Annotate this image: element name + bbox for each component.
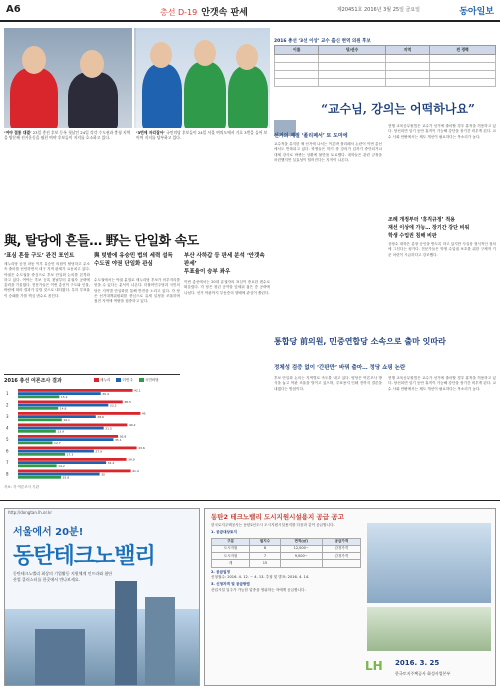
right-bottom-col2: 현행 교육공무원법은 교수가 선거에 출마할 경우 휴직을 허용하고 있다. 당선되면 임기 동안 휴직이 가능해 강단을 장기간 비우게 된다. 교수 사회 안팎에서는 제도 개선이 필요하다는 목소리가 높다. — [388, 376, 496, 391]
table-header: 당/선수 — [319, 46, 385, 55]
ad-url[interactable]: http://dongtan.lh.or.kr — [8, 510, 53, 515]
data-label: 42.1 — [134, 388, 141, 393]
supporter-figure — [68, 72, 118, 128]
bar — [18, 407, 58, 410]
data-label: 13.9 — [57, 429, 64, 434]
left-subhead: ‘표심 흔들 구도’ 관건 포인트 — [4, 253, 75, 259]
ad-dongtan[interactable] — [4, 508, 200, 686]
right-bottom-subhead: 정체성 검증 없이 ‘간판만’ 바꿔 출마… 정당 쇼핑 논란 — [274, 365, 406, 371]
masthead-logo: 동아일보 — [459, 7, 494, 17]
bar — [18, 430, 56, 433]
data-label: 15.8 — [62, 475, 70, 480]
table-header: 공급가격 — [322, 538, 360, 545]
notice-table — [211, 538, 361, 568]
page-number: A6 — [6, 4, 21, 15]
category-label: 8 — [6, 471, 9, 477]
bar — [18, 395, 59, 398]
candidate-face — [150, 42, 172, 68]
data-label: 43.6 — [138, 446, 145, 451]
table-header: 이름 — [275, 46, 319, 55]
chart-plot — [4, 387, 180, 485]
data-label: 38.5 — [124, 400, 131, 405]
site-image — [367, 523, 491, 603]
section-label — [160, 5, 248, 18]
data-label: 15.2 — [60, 395, 68, 399]
data-label: 32.4 — [107, 460, 115, 465]
right-subhead-1: 조례 개정부터 ‘휴직규정’ 적용 — [388, 217, 455, 223]
table-row — [275, 71, 496, 79]
data-label: 27.9 — [95, 449, 103, 454]
bar — [18, 450, 94, 453]
right-subhead-2: 재선 이상에 가능… 장기간 강단 비워 — [388, 225, 470, 231]
table-row — [275, 63, 496, 71]
site-image-2 — [367, 607, 491, 651]
category-label: 7 — [6, 460, 9, 465]
notice-body — [211, 523, 361, 593]
category-label: 2 — [6, 402, 9, 408]
chart-legend — [94, 378, 159, 383]
poll-chart — [4, 374, 180, 490]
candidate-figure — [142, 64, 182, 128]
supporter-face — [80, 50, 104, 78]
section-prefix: 총선 D-19 — [160, 8, 198, 17]
table-header: 면적(㎡) — [280, 538, 322, 545]
section-title: 안갯속 판세 — [201, 8, 248, 18]
ad-lh-notice[interactable] — [204, 508, 496, 686]
right-subhead-3: 학생 수업권 침해 비판 — [388, 233, 437, 239]
page-header — [0, 0, 500, 22]
pull-quote: “교수님, 강의는 어떡하나요” — [321, 102, 475, 116]
notice-section-2-text: 신청접수: 2016. 4. 12. ~ 4. 13. 추첨 및 발표: 2016. 4. 14. — [211, 575, 310, 580]
data-label: 39.9 — [128, 457, 135, 462]
photo-party — [136, 28, 270, 128]
caption-left — [4, 130, 132, 158]
table-header: 필지수 — [250, 538, 280, 545]
right-bottom-col1: 후보 단일화 논의는 지역별로 속도를 내고 있다. 양당은 여론조사 방식을 놓고 막판 조율을 벌이고 있으며, 투표용지 인쇄 전까지 결론을 내겠다는 방침이다. — [274, 376, 382, 391]
data-label: 17.3 — [66, 452, 74, 457]
table-row: 계 15 — [212, 560, 361, 567]
chart-title: 2016 총선 여론조사 결과 — [4, 378, 62, 384]
bar — [18, 438, 113, 441]
data-label: 28.6 — [97, 414, 104, 419]
data-label: 41.4 — [132, 469, 139, 474]
candidate-figure — [228, 66, 268, 128]
candidate-face — [194, 40, 216, 66]
notice-title: 동탄2 테크노밸리 도시지원시설용지 공급 공고 — [211, 513, 344, 521]
caption-right — [136, 130, 270, 158]
caption-left-title: ‘여야 접통 대결’ — [4, 130, 32, 135]
candidate-figure — [184, 62, 226, 128]
table-row: 도시지원 7 9,000~ 감정가격 — [212, 553, 361, 560]
mid-subhead-2: 부산 사하갑 등 판세 분석 ‘안갯속 판세’ — [184, 253, 265, 267]
data-label: 40.2 — [128, 423, 136, 428]
table-row: 도시지원 8 12,000~ 감정가격 — [212, 545, 361, 552]
notice-section-3-text: 산업시설 입주가 가능한 업종을 영위하는 자에게 공급합니다. — [211, 587, 306, 592]
professor-table — [274, 38, 496, 94]
left-article-col3: 이번 총선에서는 20대 유권자의 표심이 중요한 변수로 떠올랐다. 각 당은 청년 공약을 앞세워 젊은 층 공략에 나섰다. 선거 막판까지 부동층의 향배에 관심이 쏠린다. — [184, 280, 270, 295]
right-article-col3: 상당수 대학은 총장 승인을 받도록 하고 있지만 사실상 형식적인 절차에 그친다는 평가다. 전문가들은 학생 수업권 보호를 위한 구체적 기준 마련이 시급하다고 강조했다. — [388, 242, 496, 257]
table-title: 2016 총선 ‘3선 이상’ 교수 출신 현역 의원 후보 — [274, 39, 371, 44]
bar — [18, 447, 137, 450]
building-shape — [145, 597, 175, 686]
category-label: 3 — [6, 414, 9, 419]
bar — [18, 435, 118, 438]
caption-right-title: ‘3번에 자리잡아’ — [136, 130, 165, 135]
legend-item: 국민의당 — [139, 378, 159, 383]
bar — [18, 415, 96, 418]
ad-description: 동탄테크노밸리 최상의 기업활동 지원체계 인프라와 첨단산업 클러스터를 한곳에서 만나보세요. — [13, 571, 113, 582]
ad-divider — [0, 500, 500, 501]
candidate-figure — [10, 68, 58, 128]
candidate-face — [22, 46, 46, 74]
data-label: 12.7 — [54, 441, 61, 445]
mid-subhead-3: 투표율이 승부 좌우 — [184, 269, 231, 275]
mid-subhead-1: 與 텃밭에 유승민 법의 세력 설득 수도권 야권 단일화 관심 — [94, 253, 173, 267]
caption-right-text: 국민의당 후보들이 24일 서울 여의도에서 기호 3번을 들어 보이며 지지를 당부하고 있다. — [136, 130, 268, 140]
photo-left — [4, 28, 132, 128]
table — [274, 45, 496, 87]
left-article-col2: 수도권에서는 야권 분열로 새누리당 후보가 어부지리를 얻을 수 있다는 분석이 나온다. 더불어민주당과 국민의당은 지역별 단일화를 통해 반전을 노리고 있다. 각 당은 선거대책위원회를 중심으로 유세 일정을 조율하며 접전 지역에 역량을 집중하고 있다. — [94, 278, 180, 304]
right-article-head: 선거의 계절 ‘폴리페서’ 또 도마에 — [274, 133, 348, 139]
right-article-col1: 교수직을 유지한 채 선거에 나서는 이른바 폴리페서 논란이 이번 총선에서도 반복되고 있다. 학생들은 학기 중 강의가 갑자기 중단되거나 대체 강사로 바뀌는 상황에 불만을 토로했다. 대학들은 관련 규정을 마련했지만 실효성이 떨어진다는 지적이 나온다. — [274, 142, 382, 162]
category-label: 5 — [6, 437, 9, 442]
notice-date: 2016. 3. 25 — [395, 659, 440, 667]
data-label: 30 — [101, 472, 105, 477]
main-headline: 與, 탈당에 흔들… 野는 단일화 속도 — [4, 234, 199, 249]
legend-item: 새누리 — [94, 378, 110, 383]
bar — [18, 464, 57, 467]
data-label: 16.1 — [63, 418, 70, 422]
data-label: 45 — [141, 411, 146, 416]
table-row — [275, 55, 496, 63]
table-header: 구분 — [212, 538, 250, 545]
notice-section-3: 3. 신청자격 및 공급방법 — [211, 582, 250, 587]
candidate-face — [236, 44, 258, 70]
issue-date: 제20451호 2016년 3월 25일 금요일 — [336, 7, 420, 13]
bar — [18, 470, 131, 473]
bar — [18, 392, 101, 395]
ad-brand: 동탄테크노밸리 — [13, 544, 155, 569]
data-label: 36.8 — [119, 434, 127, 439]
left-article-col1: 새누리당 공천 파동 이후 유승민 의원이 탈당하고 무소속 출마를 선언하면서 대구 지역 판세가 요동치고 있다. 야권은 수도권을 중심으로 후보 단일화 논의를 본격화하고 있다. 여야는 후보 등록 첫날부터 유권자 공략에 총력을 기울였다. 전문가들은 이번 총선이 구도와 인물, 바람에 따라 결과가 갈릴 것으로 내다봤다. 특히 투표율이 승패를 가를 핵심 변수로 꼽힌다. — [4, 262, 90, 298]
data-label: 35.1 — [114, 437, 122, 442]
table-header: 지역 — [385, 46, 429, 55]
data-label: 14.8 — [59, 406, 67, 411]
ad-tagline: 서울에서 20분! — [13, 527, 84, 538]
category-label: 4 — [6, 425, 9, 431]
chart-source: 자료: 각 여론조사 기관 — [4, 485, 39, 489]
data-label: 31.5 — [105, 426, 112, 431]
data-label: 33.2 — [109, 403, 117, 408]
building-shape — [35, 629, 85, 686]
notice-section-2: 2. 공급일정 — [211, 569, 231, 574]
bar — [18, 389, 133, 392]
legend-item: 더민주 — [116, 378, 132, 383]
table-row — [275, 79, 496, 87]
data-label: 14.2 — [58, 464, 65, 468]
right-article-col2: 현행 교육공무원법은 교수가 선거에 출마할 경우 휴직을 허용하고 있다. 당선되면 임기 동안 휴직이 가능해 강단을 장기간 비우게 된다. 교수 사회 안팎에서는 제도 개선이 필요하다는 목소리가 높다. — [388, 124, 496, 139]
bar — [18, 401, 123, 404]
data-label: 30.4 — [102, 391, 109, 396]
building-shape — [115, 581, 137, 686]
notice-intro: 한국토지주택공사는 동탄2신도시 도시지원시설용지를 다음과 같이 공급합니다. — [211, 523, 335, 527]
bar — [18, 453, 65, 456]
notice-section-1: 1. 공급대상토지 — [211, 530, 237, 535]
bar — [18, 441, 53, 444]
bar — [18, 473, 100, 476]
category-label: 1 — [6, 391, 9, 396]
right-bottom-headline: 통합당 前의원, 민중연합당 소속으로 출마 잇따라 — [274, 337, 446, 346]
bar — [18, 412, 140, 415]
lh-logo: LH — [365, 659, 383, 673]
bar — [18, 418, 62, 421]
bar — [18, 476, 61, 479]
category-label: 6 — [6, 448, 9, 454]
caption-left-text: 23일 총선 후보 등록 첫날인 24일 각각 수도권과 충청 지역을 방문해 선거운동을 펼친 여야 후보들이 지지를 호소하고 있다. — [4, 130, 131, 140]
table-header: 전 경력 — [430, 46, 496, 55]
notice-org: 한국토지주택공사 화성사업본부 — [395, 671, 451, 676]
